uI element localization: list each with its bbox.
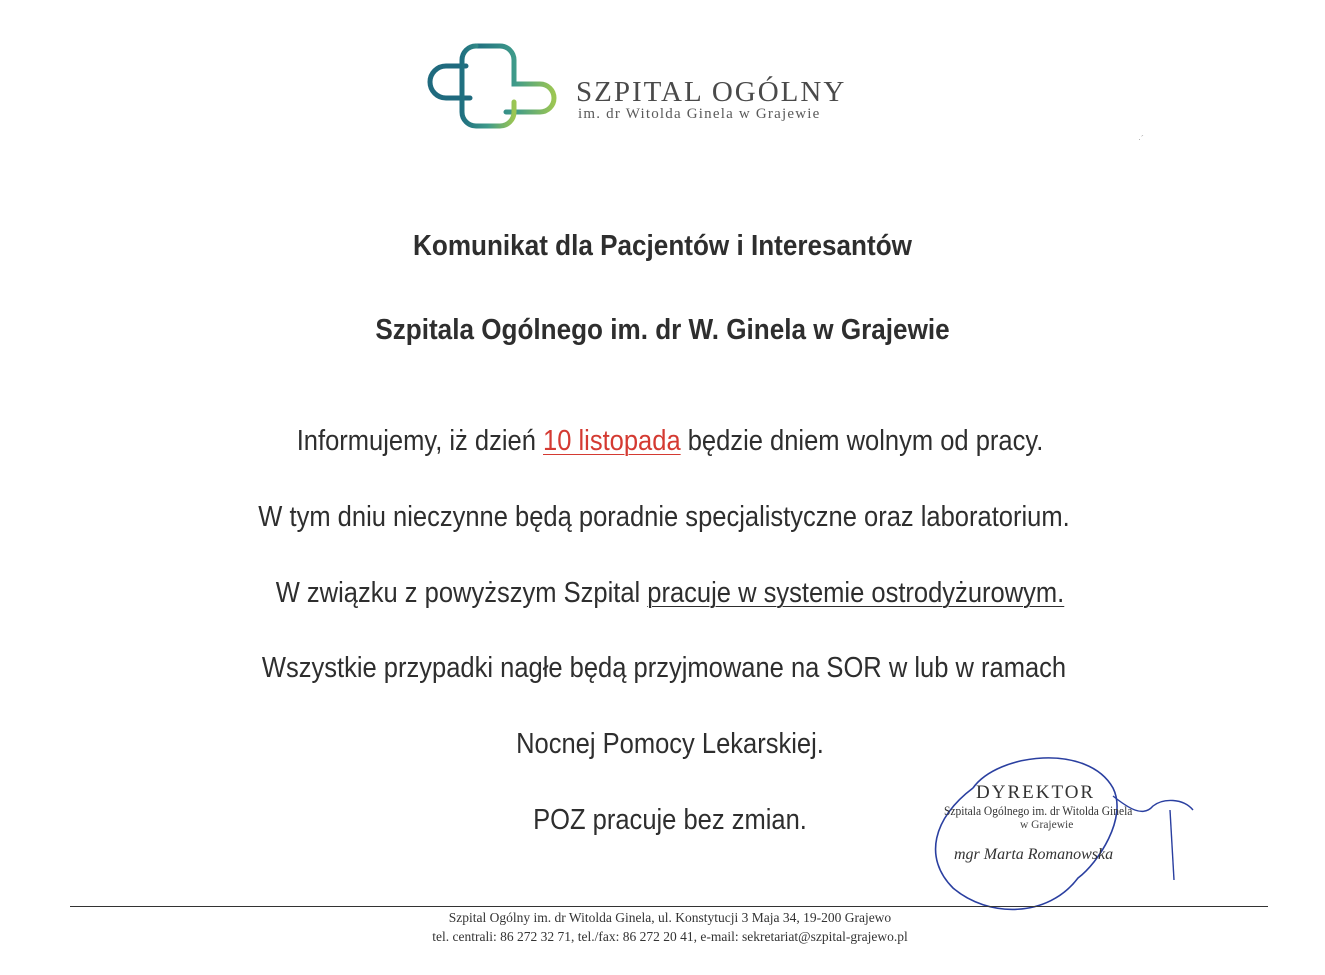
title-line-1: Komunikat dla Pacjentów i Interesantów: [413, 230, 912, 262]
body-paragraph-5: Nocnej Pomocy Lekarskiej.: [516, 728, 824, 760]
date-highlight: 10 listopada: [543, 425, 681, 457]
p1-after: będzie dniem wolnym od pracy.: [680, 425, 1044, 457]
body-paragraph-1: [80, 425, 1259, 458]
footer-divider: [70, 906, 1268, 907]
p3-underlined: pracuje w systemie ostrodyżurowym.: [647, 577, 1065, 609]
director-stamp: [928, 748, 1198, 923]
footer-address: Szpital Ogólny im. dr Witolda Ginela, ul. Konstytucji 3 Maja 34, 19-200 Grajewo: [448, 910, 892, 925]
hospital-logo: [424, 40, 924, 140]
body-paragraph-6: POZ pracuje bez zmian.: [533, 804, 807, 836]
logo-title: SZPITAL OGÓLNY: [576, 76, 847, 108]
footer-contact: tel. centrali: 86 272 32 71, tel./fax: 86 272 20 41, e-mail: sekretariat@szpital-grajewo.pl: [432, 929, 908, 944]
logo-subtitle: im. dr Witolda Ginela w Grajewie: [578, 106, 821, 122]
stamp-signatory: mgr Marta Romanowska: [954, 846, 1114, 863]
title-line-2: Szpitala Ogólnego im. dr W. Ginela w Grajewie: [375, 314, 950, 346]
stamp-title: DYREKTOR: [976, 782, 1096, 803]
body-paragraph-2: W tym dniu nieczynne będą poradnie specjalistyczne oraz laboratorium.: [258, 501, 1070, 533]
stamp-city: w Grajewie: [1020, 819, 1074, 831]
stamp-institution: Szpitala Ogólnego im. dr Witolda Ginela: [944, 804, 1133, 818]
signature-icon: [928, 748, 1198, 923]
logo-mark-icon: [424, 40, 564, 140]
p1-before: Informujemy, iż dzień: [296, 425, 544, 457]
body-paragraph-4: Wszystkie przypadki nagłe będą przyjmowane na SOR w lub w ramach: [261, 652, 1067, 684]
scan-speck: ·´: [1138, 134, 1144, 144]
body-paragraph-3: [80, 577, 1259, 610]
p3-before: W związku z powyższym Szpital: [275, 577, 648, 609]
